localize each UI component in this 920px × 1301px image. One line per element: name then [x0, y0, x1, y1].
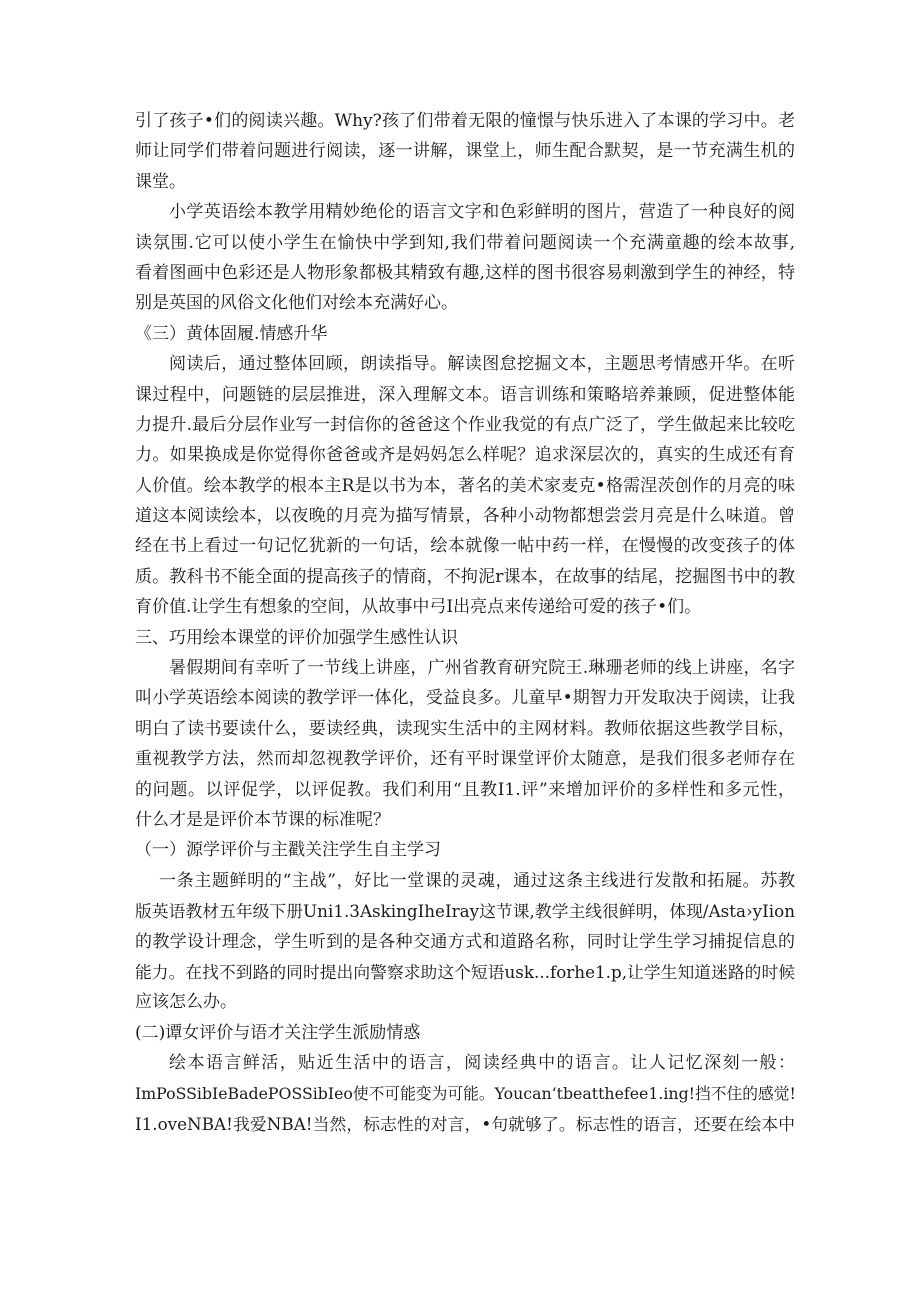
- text-line: 的教学设计理念，学生听到的是各种交通方式和道路名称，同时让学生学习捕捉信息的: [135, 931, 795, 952]
- text-line: I1.oveNBA!我爱NBA!当然，标志性的对言，•句就够了。标志性的语言，还要在绘本中: [135, 1113, 795, 1134]
- document-page: [135, 106, 795, 1139]
- section-heading: 三、巧用绘本课堂的评价加强学生感性认识: [135, 627, 458, 648]
- text-line: 应该怎么办。: [135, 992, 237, 1013]
- text-line: 质。教科书不能全面的提高孩子的情商，不拘泥r课本，在故事的结尾，挖掘图书中的教: [135, 566, 795, 587]
- text-line: 力。如果换成是你觉得你爸爸或齐是妈妈怎么样呢？追求深层次的，真实的生成还有育: [135, 445, 795, 466]
- text-line: 人价值。绘本教学的根本主R是以书为本，著名的美术家麦克•格需涅茨创作的月亮的味: [135, 475, 795, 496]
- text-line: 别是英国的风俗文化他们对绘本充满好心。: [135, 293, 458, 314]
- text-line: 育价值.让学生有想象的空间，从故事中弓I出亮点来传递给可爱的孩子•们。: [135, 597, 702, 618]
- text-line: 小学英语绘本教学用精妙绝伦的语言文字和色彩鲜明的图片，营造了一种良好的阅: [169, 202, 795, 223]
- text-line: 师让同学们带着问题进行阅读，逐一讲解，课堂上，师生配合默契，是一节充满生机的: [135, 141, 795, 162]
- text-line: ImPoSSibIeBadePOSSibIeo使不可能变为可能。Youcan‘tbeatthefee1.ing!挡不住的感觉!: [135, 1083, 796, 1103]
- section-heading: 《三）黄体固履.情感升华: [135, 323, 328, 344]
- text-line: 引了孩子•们的阅读兴趣。Why?孩了们带着无限的憧憬与快乐进入了本课的学习中。老: [135, 111, 795, 131]
- text-line: 看着图画中色彩还是人物形象都极其精致有趣,这样的图书很容易刺激到学生的神经，特: [135, 262, 795, 283]
- text-line: 阅读后，通过整体回顾，朗读指导。解读图怠挖掘文本，主题思考情感开华。在听: [169, 354, 795, 375]
- text-line: 版英语教材五年级下册Uni1.3AskingIheIray这节课,教学主线很鲜明，体现/Asta›yIion: [135, 901, 795, 922]
- text-line: 绘本语言鲜活，贴近生活中的语言，阅读经典中的语言。让人记忆深刻一般：: [169, 1053, 795, 1074]
- text-line: 的问题。以评促学，以评促教。我们利用“且教I1.评”来增加评价的多样性和多元性，: [135, 779, 795, 800]
- text-line: 一条主题鲜明的“主战”，好比一堂课的灵魂，通过这条主线进行发散和拓屣。苏教: [159, 870, 795, 891]
- text-line: 重视教学方法，然而却忽视教学评价，还有平时课堂评价太随意，是我们很多老师存在: [135, 749, 795, 770]
- text-line: 课过程中，问题链的层层推进，深入理解文本。语言训练和策略培养兼顾，促进整体能: [135, 384, 795, 405]
- section-heading: （一）源学评价与主戳关注学生自主学习: [135, 840, 441, 861]
- text-line: 什么才是是评价本节课的标准呢？: [135, 809, 390, 830]
- section-heading: (二)谭女评价与语才关注学生派励情惑: [135, 1022, 421, 1043]
- text-line: 力提升.最后分层作业写一封信你的爸爸这个作业我觉的有点广泛了，学生做起来比较吃: [135, 414, 795, 435]
- text-line: 课堂。: [135, 171, 186, 192]
- text-line: 经在书上看过一句记忆犹新的一句话，绘本就像一帖中药一样，在慢慢的改变孩子的体: [135, 536, 795, 557]
- text-line: 道这本阅读绘本，以夜晚的月亮为描写情景，各种小动物都想尝尝月亮是什么味道。曾: [135, 506, 795, 527]
- text-line: 明白了读书要读什么，要读经典，读现实生活中的主网材料。教师依据这些教学目标，: [135, 718, 795, 739]
- text-line: 叫小学英语绘本阅读的教学评一体化，受益良多。儿童早•期智力开发取决于阅读，让我: [135, 688, 795, 709]
- text-line: 能力。在找不到路的同时提出向警察求助这个短语usk...forhe1.p,让学生知道迷路的时候: [135, 961, 795, 982]
- text-line: 读氛围.它可以使小学生在愉快中学到知,我们带着问题阅读一个充满童趣的绘本故事,: [135, 232, 795, 253]
- text-line: 暑假期间有幸听了一节线上讲座，广州省教育研究院王.琳珊老师的线上讲座，名字: [169, 658, 795, 679]
